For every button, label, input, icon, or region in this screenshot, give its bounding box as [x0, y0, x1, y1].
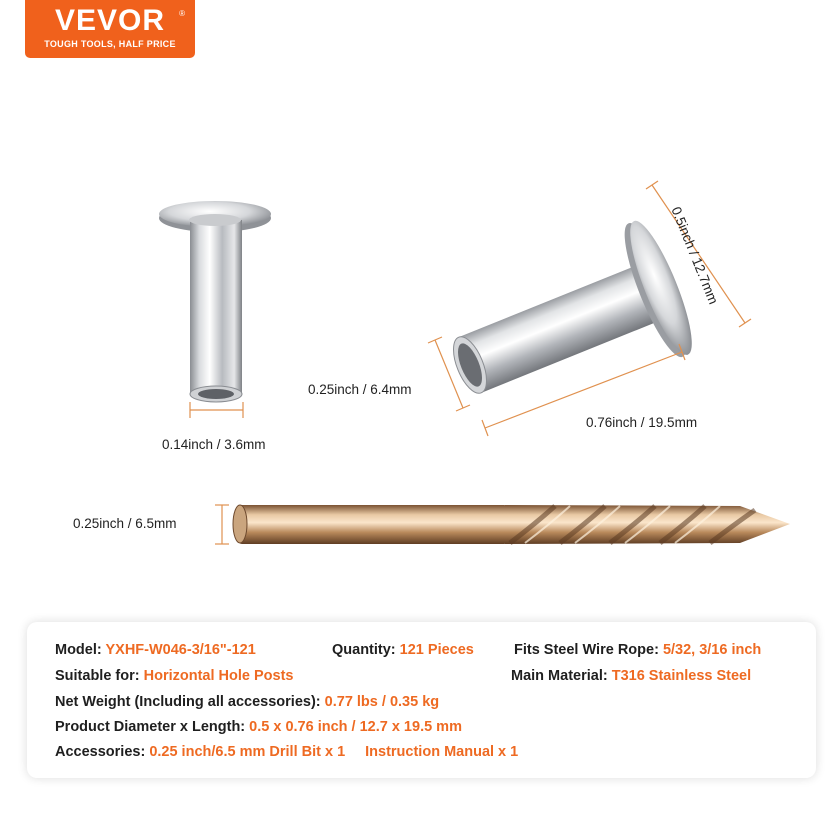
brand-name: VEVOR: [54, 4, 166, 37]
spec-quantity: [332, 642, 474, 658]
large-sleeve-head-label: 0.5inch / 12.7mm: [668, 204, 722, 307]
spec-suitable-value: Horizontal Hole Posts: [143, 668, 294, 684]
spec-model-label: Model:: [55, 642, 106, 658]
spec-material-value: T316 Stainless Steel: [611, 668, 752, 684]
spec-card: [27, 622, 816, 778]
spec-quantity-label: Quantity:: [332, 642, 400, 658]
small-sleeve-dimension-line: [190, 402, 243, 418]
spec-fits: [514, 642, 761, 658]
drill-bit-diameter-label: 0.25inch / 6.5mm: [73, 516, 177, 531]
spec-accessories: [55, 744, 518, 760]
small-sleeve-image: [159, 201, 271, 402]
spec-accessories-drill-bit: 0.25 inch/6.5 mm Drill Bit x 1: [149, 744, 346, 760]
spec-suitable-label: Suitable for:: [55, 668, 144, 684]
drill-bit-dimension-line: [215, 505, 229, 544]
drill-bit-image: [233, 505, 790, 544]
spec-size-value: 0.5 x 0.76 inch / 12.7 x 19.5 mm: [249, 719, 462, 735]
large-sleeve-outer-label: 0.25inch / 6.4mm: [308, 382, 412, 397]
spec-weight-label: Net Weight (Including all accessories):: [55, 694, 325, 710]
spec-material: [511, 668, 751, 684]
registered-mark: ®: [179, 9, 185, 18]
spec-weight: [55, 694, 439, 710]
spec-size-label: Product Diameter x Length:: [55, 719, 250, 735]
small-sleeve-inner-label: 0.14inch / 3.6mm: [162, 437, 266, 452]
spec-weight-value: 0.77 lbs / 0.35 kg: [324, 694, 440, 710]
spec-fits-value: 5/32, 3/16 inch: [662, 642, 762, 658]
spec-model-value: YXHF-W046-3/16"-121: [105, 642, 256, 658]
large-sleeve-length-label: 0.76inch / 19.5mm: [586, 415, 698, 430]
spec-fits-label: Fits Steel Wire Rope:: [514, 642, 663, 658]
spec-size: [55, 719, 462, 735]
spec-accessories-manual: Instruction Manual x 1: [365, 744, 519, 760]
large-sleeve-image: [431, 215, 703, 437]
brand-tagline: TOUGH TOOLS, HALF PRICE: [44, 39, 176, 49]
spec-accessories-label: Accessories:: [55, 744, 150, 760]
spec-suitable: [55, 668, 293, 684]
spec-model: [55, 642, 256, 658]
spec-quantity-value: 121 Pieces: [399, 642, 474, 658]
spec-material-label: Main Material:: [511, 668, 612, 684]
